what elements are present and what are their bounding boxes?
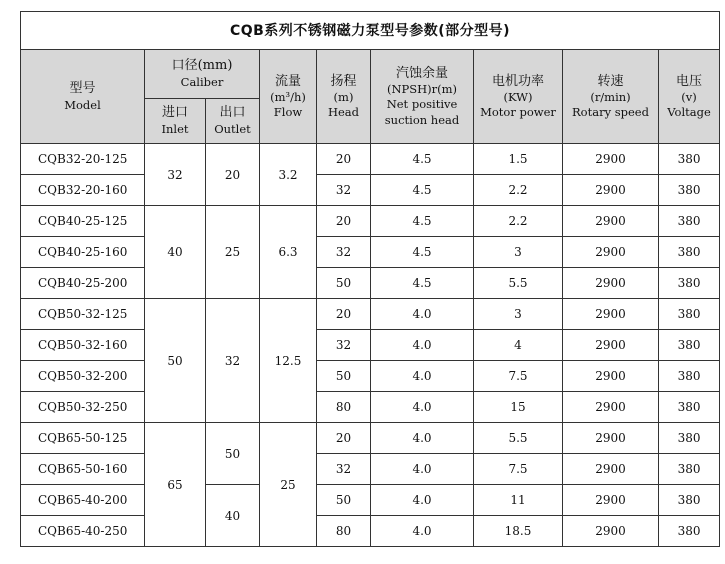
header-npsh-en2: suction head — [384, 112, 460, 127]
pump-spec-table — [20, 11, 720, 547]
header-row-1 — [21, 50, 720, 99]
power-cell: 3 — [474, 237, 563, 268]
header-speed-en: Rotary speed — [572, 104, 649, 119]
model-cell: CQB32-20-160 — [21, 175, 145, 206]
voltage-cell: 380 — [659, 516, 720, 547]
table-row — [21, 144, 720, 175]
table-row — [21, 361, 720, 392]
speed-cell: 2900 — [563, 423, 659, 454]
table-row — [21, 485, 720, 516]
model-cell: CQB32-20-125 — [21, 144, 145, 175]
power-cell: 2.2 — [474, 175, 563, 206]
table-row — [21, 392, 720, 423]
speed-cell: 2900 — [563, 516, 659, 547]
head-cell: 32 — [317, 237, 371, 268]
header-npsh-cn: 汽蚀余量 — [395, 65, 448, 81]
spec-table-container — [20, 11, 720, 547]
npsh-cell: 4.0 — [371, 361, 474, 392]
head-cell: 20 — [317, 206, 371, 237]
npsh-cell: 4.0 — [371, 454, 474, 485]
model-cell: CQB65-40-250 — [21, 516, 145, 547]
header-outlet-cn: 出口 — [219, 105, 246, 120]
npsh-cell: 4.0 — [371, 299, 474, 330]
header-voltage — [659, 50, 720, 144]
table-row — [21, 206, 720, 237]
npsh-cell: 4.0 — [371, 392, 474, 423]
header-head — [317, 50, 371, 144]
voltage-cell: 380 — [659, 392, 720, 423]
model-cell: CQB65-50-160 — [21, 454, 145, 485]
header-inlet-cn: 进口 — [161, 105, 188, 120]
npsh-cell: 4.5 — [371, 268, 474, 299]
npsh-cell: 4.0 — [371, 423, 474, 454]
header-power — [474, 50, 563, 144]
model-cell: CQB50-32-250 — [21, 392, 145, 423]
inlet-cell: 40 — [145, 206, 206, 299]
power-cell: 1.5 — [474, 144, 563, 175]
header-head-unit: (m) — [333, 89, 354, 104]
outlet-cell: 20 — [206, 144, 260, 206]
power-cell: 15 — [474, 392, 563, 423]
power-cell: 5.5 — [474, 268, 563, 299]
npsh-cell: 4.0 — [371, 485, 474, 516]
header-voltage-unit: (v) — [681, 89, 697, 104]
speed-cell: 2900 — [563, 175, 659, 206]
voltage-cell: 380 — [659, 454, 720, 485]
outlet-cell: 50 — [206, 423, 260, 485]
power-cell: 7.5 — [474, 454, 563, 485]
header-speed-cn: 转速 — [597, 73, 624, 89]
table-row — [21, 237, 720, 268]
header-flow-en: Flow — [273, 104, 303, 119]
flow-cell: 6.3 — [260, 206, 317, 299]
flow-cell: 25 — [260, 423, 317, 547]
title-row — [21, 12, 720, 50]
head-cell: 80 — [317, 516, 371, 547]
header-flow — [260, 50, 317, 144]
header-outlet — [206, 99, 260, 144]
head-cell: 20 — [317, 423, 371, 454]
head-cell: 50 — [317, 485, 371, 516]
table-row — [21, 516, 720, 547]
speed-cell: 2900 — [563, 454, 659, 485]
header-model-en: Model — [64, 97, 101, 112]
header-voltage-cn: 电压 — [676, 73, 703, 89]
header-caliber-en: Caliber — [180, 75, 224, 89]
npsh-cell: 4.0 — [371, 330, 474, 361]
header-speed — [563, 50, 659, 144]
voltage-cell: 380 — [659, 423, 720, 454]
head-cell: 80 — [317, 392, 371, 423]
outlet-cell: 25 — [206, 206, 260, 299]
voltage-cell: 380 — [659, 361, 720, 392]
model-cell: CQB50-32-125 — [21, 299, 145, 330]
outlet-cell: 40 — [206, 485, 260, 547]
header-power-en: Motor power — [480, 104, 556, 119]
power-cell: 4 — [474, 330, 563, 361]
head-cell: 50 — [317, 361, 371, 392]
table-row — [21, 330, 720, 361]
header-head-en: Head — [327, 104, 360, 119]
header-inlet-en: Inlet — [161, 122, 189, 136]
speed-cell: 2900 — [563, 268, 659, 299]
voltage-cell: 380 — [659, 330, 720, 361]
flow-cell: 12.5 — [260, 299, 317, 423]
power-cell: 18.5 — [474, 516, 563, 547]
table-row — [21, 423, 720, 454]
npsh-cell: 4.5 — [371, 144, 474, 175]
npsh-cell: 4.5 — [371, 237, 474, 268]
head-cell: 32 — [317, 454, 371, 485]
head-cell: 50 — [317, 268, 371, 299]
voltage-cell: 380 — [659, 144, 720, 175]
model-cell: CQB40-25-160 — [21, 237, 145, 268]
speed-cell: 2900 — [563, 299, 659, 330]
voltage-cell: 380 — [659, 175, 720, 206]
header-outlet-en: Outlet — [214, 122, 251, 136]
header-flow-cn: 流量 — [274, 73, 301, 89]
table-title: CQB系列不锈钢磁力泵型号参数(部分型号) — [21, 12, 720, 50]
table-body — [21, 144, 720, 547]
model-cell: CQB65-40-200 — [21, 485, 145, 516]
header-head-cn: 扬程 — [330, 73, 357, 89]
table-row — [21, 299, 720, 330]
model-cell: CQB50-32-200 — [21, 361, 145, 392]
header-model — [21, 50, 145, 144]
head-cell: 32 — [317, 330, 371, 361]
header-speed-unit: (r/min) — [590, 89, 631, 104]
speed-cell: 2900 — [563, 206, 659, 237]
npsh-cell: 4.0 — [371, 516, 474, 547]
header-npsh — [371, 50, 474, 144]
header-power-unit: (KW) — [503, 89, 533, 104]
header-caliber-cn: 口径(mm) — [171, 58, 233, 73]
inlet-cell: 65 — [145, 423, 206, 547]
power-cell: 5.5 — [474, 423, 563, 454]
inlet-cell: 32 — [145, 144, 206, 206]
header-npsh-en1: Net positive — [386, 96, 458, 111]
header-power-cn: 电机功率 — [491, 73, 544, 89]
header-inlet — [145, 99, 206, 144]
speed-cell: 2900 — [563, 392, 659, 423]
power-cell: 11 — [474, 485, 563, 516]
speed-cell: 2900 — [563, 361, 659, 392]
header-voltage-en: Voltage — [667, 104, 711, 119]
table-row — [21, 454, 720, 485]
head-cell: 20 — [317, 299, 371, 330]
header-model-cn: 型号 — [69, 80, 96, 96]
model-cell: CQB65-50-125 — [21, 423, 145, 454]
speed-cell: 2900 — [563, 485, 659, 516]
model-cell: CQB40-25-125 — [21, 206, 145, 237]
inlet-cell: 50 — [145, 299, 206, 423]
voltage-cell: 380 — [659, 206, 720, 237]
head-cell: 32 — [317, 175, 371, 206]
table-row — [21, 268, 720, 299]
flow-cell: 3.2 — [260, 144, 317, 206]
power-cell: 7.5 — [474, 361, 563, 392]
table-row — [21, 175, 720, 206]
outlet-cell: 32 — [206, 299, 260, 423]
power-cell: 3 — [474, 299, 563, 330]
model-cell: CQB40-25-200 — [21, 268, 145, 299]
power-cell: 2.2 — [474, 206, 563, 237]
npsh-cell: 4.5 — [371, 175, 474, 206]
speed-cell: 2900 — [563, 237, 659, 268]
voltage-cell: 380 — [659, 485, 720, 516]
voltage-cell: 380 — [659, 237, 720, 268]
voltage-cell: 380 — [659, 268, 720, 299]
header-flow-unit: (m³/h) — [270, 89, 306, 104]
npsh-cell: 4.5 — [371, 206, 474, 237]
speed-cell: 2900 — [563, 330, 659, 361]
head-cell: 20 — [317, 144, 371, 175]
header-npsh-unit: (NPSH)r(m) — [386, 81, 458, 96]
header-caliber — [145, 50, 260, 99]
voltage-cell: 380 — [659, 299, 720, 330]
model-cell: CQB50-32-160 — [21, 330, 145, 361]
speed-cell: 2900 — [563, 144, 659, 175]
